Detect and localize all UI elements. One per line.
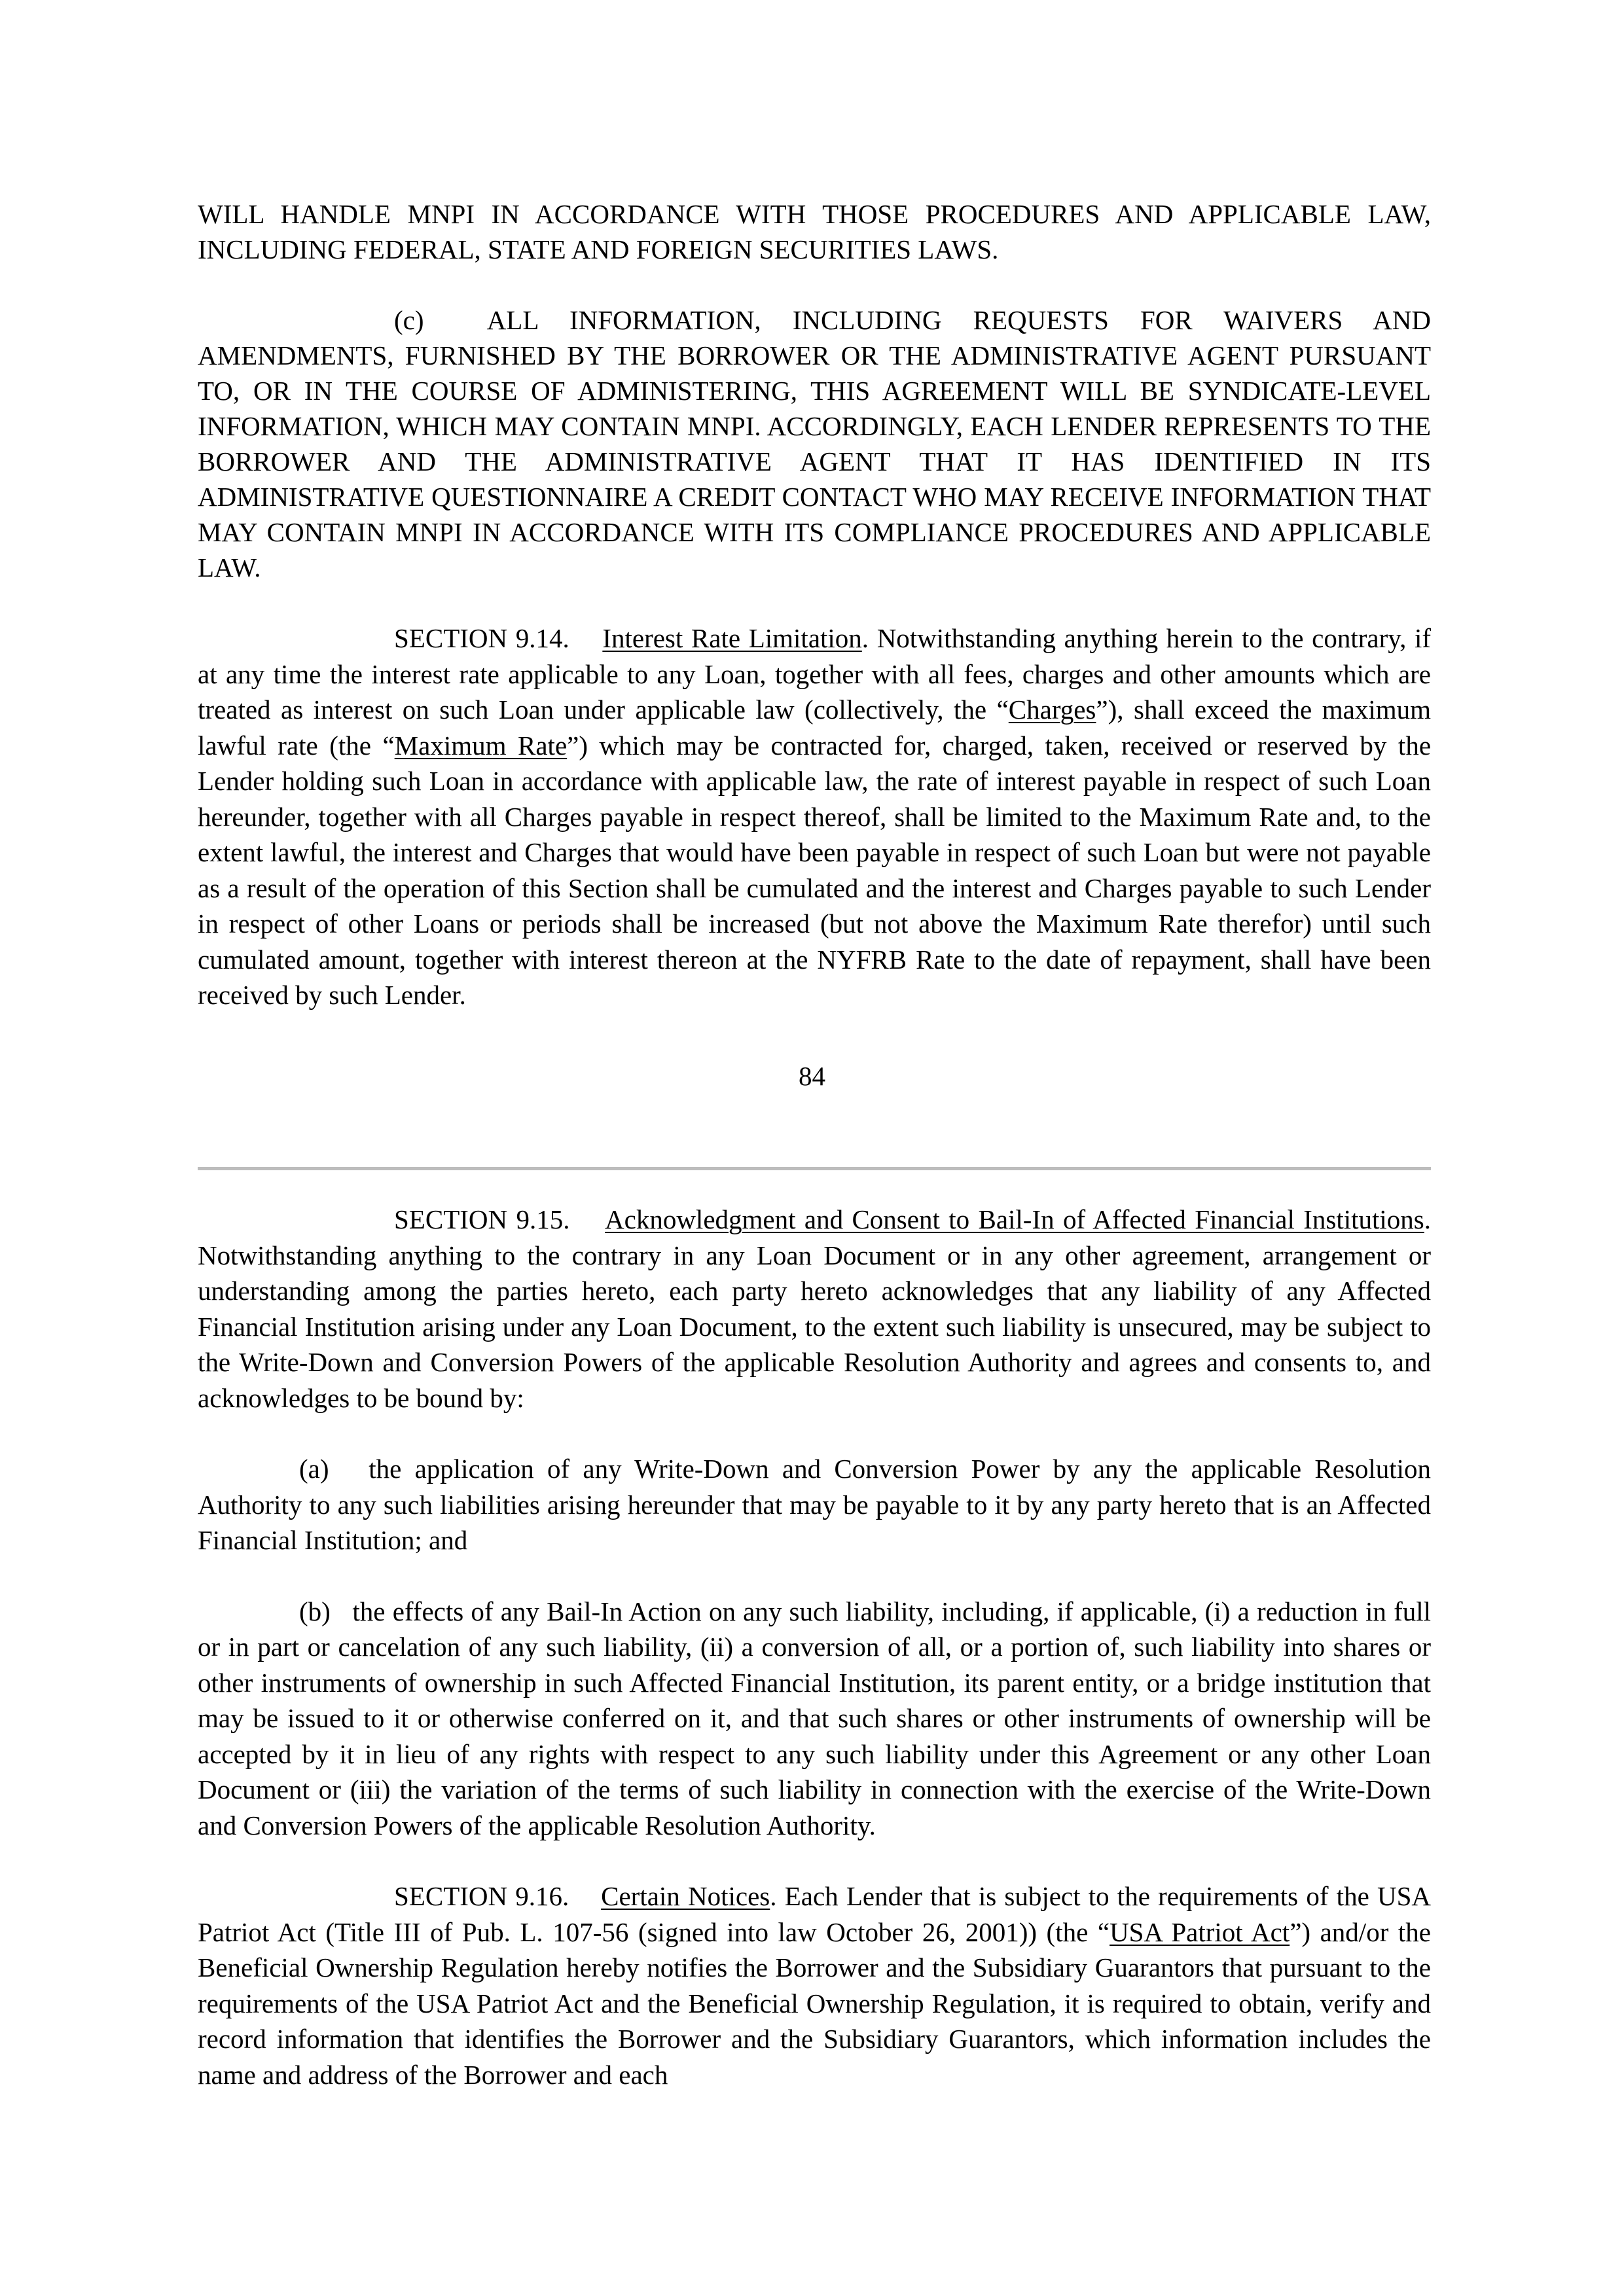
- lower-section: [198, 1202, 1431, 2092]
- section-9-16: [198, 1878, 1431, 2092]
- section-9-14-number: SECTION 9.14.: [394, 623, 569, 653]
- page-break-divider: [198, 1167, 1431, 1170]
- paragraph-b-marker: (b): [299, 1596, 331, 1626]
- paragraph-c-text: ALL INFORMATION, INCLUDING REQUESTS FOR WAIVERS AND AMENDMENTS, FURNISHED BY THE BORROWER OR THE ADMINISTRATIVE AGENT PURSUANT TO, OR IN THE COURSE OF ADMINISTERING, THIS AGREEMENT WILL BE SYNDICATE-LEVEL INFORMATION, WHICH MAY CONTAIN MNPI. ACCORDINGLY, EACH LENDER REPRESENTS TO THE BORROWER AND THE ADMINISTRATIVE AGENT THAT IT HAS IDENTIFIED IN ITS ADMINISTRATIVE QUESTIONNAIRE A CREDIT CONTACT WHO MAY RECEIVE INFORMATION THAT MAY CONTAIN MNPI IN ACCORDANCE WITH ITS COMPLIANCE PROCEDURES AND APPLICABLE LAW.: [198, 305, 1431, 583]
- defined-term-charges: Charges: [1008, 694, 1096, 725]
- section-9-14-title: Interest Rate Limitation: [602, 623, 862, 653]
- paragraph-a-text: the application of any Write-Down and Conversion Power by any the applicable Resolution Authority to any such liabilities arising hereunder that may be payable to it by any party hereto that is an Affected Financial Institution; and: [198, 1454, 1431, 1555]
- paragraph-c-marker: (c): [394, 305, 424, 335]
- section-9-14: [198, 620, 1431, 1013]
- section-9-16-number: SECTION 9.16.: [394, 1881, 569, 1911]
- paragraph-a-marker: (a): [299, 1454, 329, 1484]
- continuation-paragraph: WILL HANDLE MNPI IN ACCORDANCE WITH THOSE PROCEDURES AND APPLICABLE LAW, INCLUDING FEDERAL, STATE AND FOREIGN SECURITIES LAWS.: [198, 199, 1431, 264]
- section-9-15-text: . Notwithstanding anything to the contrary in any Loan Document or in any other agreement, arrangement or understanding among the parties hereto, each party hereto acknowledges that any liability of any Affected Financial Institution arising under any Loan Document, to the extent such liability is unsecured, may be subject to the Write-Down and Conversion Powers of the applicable Resolution Authority and agrees and consents to, and acknowledges to be bound by:: [198, 1204, 1432, 1413]
- page-number: 84: [799, 1061, 825, 1091]
- section-9-16-text-2: ”) and/or the Beneficial Ownership Regulation hereby notifies the Borrower and the Subsidiary Guarantors that pursuant to the requirements of the USA Patriot Act and the Beneficial Ownership Regulation, it is required to obtain, verify and record information that identifies the Borrower and the Subsidiary Guarantors, which information includes the name and address of the Borrower and each: [198, 1916, 1431, 2090]
- paragraph-b-text: the effects of any Bail-In Action on any such liability, including, if applicable, (i) a reduction in full or in part or cancelation of any such liability, (ii) a conversion of all, or a portion of, such liability into shares or other instruments of ownership in such Affected Financial Institution, its parent entity, or a bridge institution that may be issued to it or otherwise conferred on it, and that such shares or other instruments of ownership will be accepted by it in lieu of any rights with respect to any such liability under this Agreement or any other Loan Document or (iii) the variation of the terms of such liability in connection with the exercise of the Write-Down and Conversion Powers of the applicable Resolution Authority.: [198, 1596, 1432, 1840]
- defined-term-usa-patriot-act: USA Patriot Act: [1110, 1916, 1290, 1947]
- section-9-16-title: Certain Notices: [601, 1881, 770, 1911]
- section-9-15-title: Acknowledgment and Consent to Bail-In of Affected Financial Institutions: [605, 1204, 1424, 1234]
- paragraph-b: [198, 1594, 1431, 1844]
- paragraph-c: [198, 302, 1431, 585]
- section-9-15-number: SECTION 9.15.: [394, 1204, 570, 1234]
- section-9-16-text-1: . Each Lender that is subject to the requirements of the USA Patriot Act (Title III of Pub. L. 107-56 (signed into law October 26, 2001)) (the “: [198, 1881, 1431, 1947]
- paragraph-a: [198, 1451, 1431, 1558]
- section-9-14-text-1: . Notwithstanding anything herein to the contrary, if at any time the interest rate applicable to any Loan, together with all fees, charges and other amounts which are treated as interest on such Loan under applicable law (collectively, the “: [198, 623, 1432, 725]
- section-9-14-text-2: ”), shall exceed the maximum lawful rate (the “: [198, 694, 1431, 761]
- section-9-15: [198, 1202, 1431, 1416]
- upper-section: [198, 196, 1431, 1013]
- section-9-14-text-3: ”) which may be contracted for, charged, taken, received or reserved by the Lender holding such Loan in accordance with applicable law, the rate of interest payable in respect of such Loan hereunder, together with all Charges payable in respect thereof, shall be limited to the Maximum Rate and, to the extent lawful, the interest and Charges that would have been payable in respect of such Loan but were not payable as a result of the operation of this Section shall be cumulated and the interest and Charges payable to such Lender in respect of other Loans or periods shall be increased (but not above the Maximum Rate therefor) until such cumulated amount, together with interest thereon at the NYFRB Rate to the date of repayment, shall have been received by such Lender.: [198, 730, 1432, 1010]
- defined-term-maximum-rate: Maximum Rate: [394, 730, 568, 761]
